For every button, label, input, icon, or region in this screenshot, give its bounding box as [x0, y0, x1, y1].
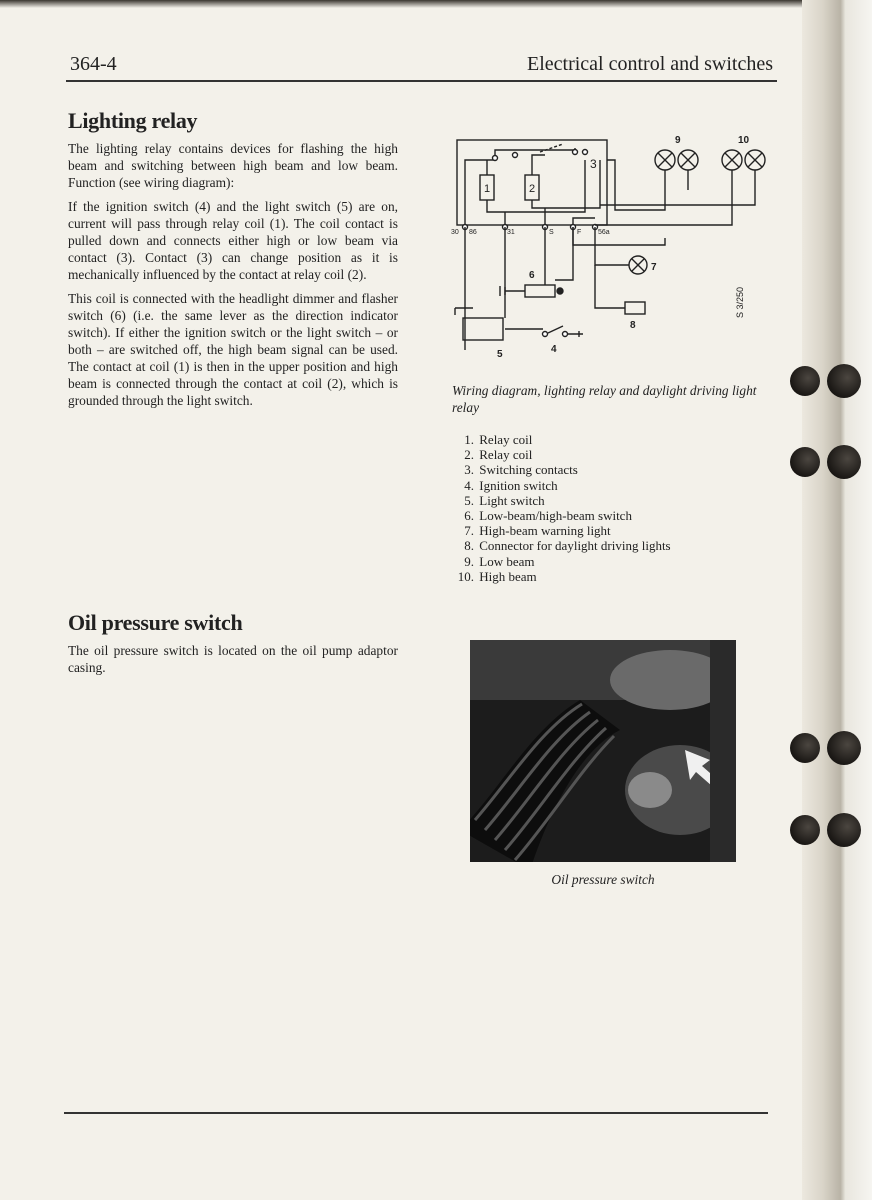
page-header	[70, 53, 773, 81]
switch-6-dimmer	[500, 270, 563, 297]
component-label: 4	[551, 344, 557, 355]
header-rule	[66, 80, 777, 82]
component-label: 5	[497, 349, 503, 360]
lamp-7-high-beam-warning	[629, 256, 657, 274]
binder-hole	[790, 447, 820, 477]
binder-hole	[827, 731, 861, 765]
legend-item: 4. Ignition switch	[464, 477, 558, 493]
binder-hole	[790, 733, 820, 763]
next-page-edge	[802, 0, 872, 1200]
legend-item: 9. Low beam	[464, 553, 535, 569]
terminal-label: 56a	[598, 229, 610, 236]
connector-8	[595, 265, 645, 331]
binder-hole	[790, 815, 820, 845]
diagram-legend	[452, 432, 671, 584]
section-heading: Oil pressure switch	[68, 610, 243, 635]
legend-item: 7. High-beam warning light	[464, 523, 611, 539]
ignition-switch-4	[543, 326, 584, 355]
component-label: 9	[675, 135, 681, 146]
component-label: 2	[529, 183, 536, 195]
legend-item: 8. Connector for daylight driving lights	[464, 538, 671, 554]
binder-hole	[790, 366, 820, 396]
terminal-label: S	[549, 229, 554, 236]
binder-hole	[827, 813, 861, 847]
photo-caption: Oil pressure switch	[551, 872, 655, 887]
section-lighting-relay	[68, 108, 398, 416]
paragraph: This coil is connected with the headlight dimmer and flasher switch (6) (i.e. the same lever as the direction indicator switch). If either the ignition switch or the light switch – or both – are switched off, the high beam signal can be used. The contact at coil (1) is then in the upper position and high beam is connected through the contact at coil (2), which is grounded through the light switch.	[68, 291, 398, 408]
footer-rule	[64, 1112, 768, 1114]
terminal-label: 30	[451, 229, 459, 236]
component-label: 7	[651, 262, 657, 273]
component-label: 8	[630, 320, 636, 331]
lamp-9-low-beam	[655, 135, 698, 170]
legend-item: 6. Low-beam/high-beam switch	[464, 508, 632, 524]
legend-item: 5. Light switch	[464, 492, 545, 508]
component-label: 3	[590, 157, 597, 171]
paragraph: The oil pressure switch is located on the oil pump adaptor casing.	[68, 643, 398, 675]
diagram-reference: S 3/250	[735, 286, 745, 318]
terminal-label: 86	[469, 229, 477, 236]
wiring-diagram	[445, 130, 775, 375]
lamp-10-high-beam	[722, 135, 765, 170]
legend-item: 2. Relay coil	[464, 447, 533, 463]
legend-item: 1. Relay coil	[464, 432, 533, 447]
paragraph: The lighting relay contains devices for flashing the high beam and switching between high beam and low beam. Function (see wiring diagram):	[68, 141, 398, 190]
chapter-title: Electrical control and switches	[526, 53, 773, 75]
terminal-label: 31	[507, 229, 515, 236]
legend-item: 10. High beam	[457, 568, 537, 584]
top-shadow	[0, 0, 872, 8]
binder-hole	[827, 445, 861, 479]
diagram-caption: Wiring diagram, lighting relay and daylight driving light relay	[452, 383, 757, 415]
section-oil-pressure-switch	[68, 610, 398, 676]
terminal-label: F	[577, 229, 582, 236]
engine-photo-illustration	[470, 640, 736, 862]
section-heading: Lighting relay	[68, 108, 198, 133]
component-label: 6	[529, 270, 535, 281]
light-switch-5	[455, 308, 543, 360]
legend-item: 3. Switching contacts	[464, 462, 578, 478]
oil-pressure-switch-photo	[470, 640, 736, 862]
paragraph: If the ignition switch (4) and the light switch (5) are on, current will pass through relay coil (1). The coil contact is pulled down and connects either high or low beam via contact (3). Contact (3) can change position as it is mechanically influenced by the contact at relay coil (2).	[68, 199, 398, 282]
component-label: 10	[738, 135, 750, 146]
terminal-labels	[451, 229, 610, 236]
component-label: 1	[484, 183, 491, 195]
binder-hole	[827, 364, 861, 398]
page-number: 364-4	[70, 53, 117, 75]
